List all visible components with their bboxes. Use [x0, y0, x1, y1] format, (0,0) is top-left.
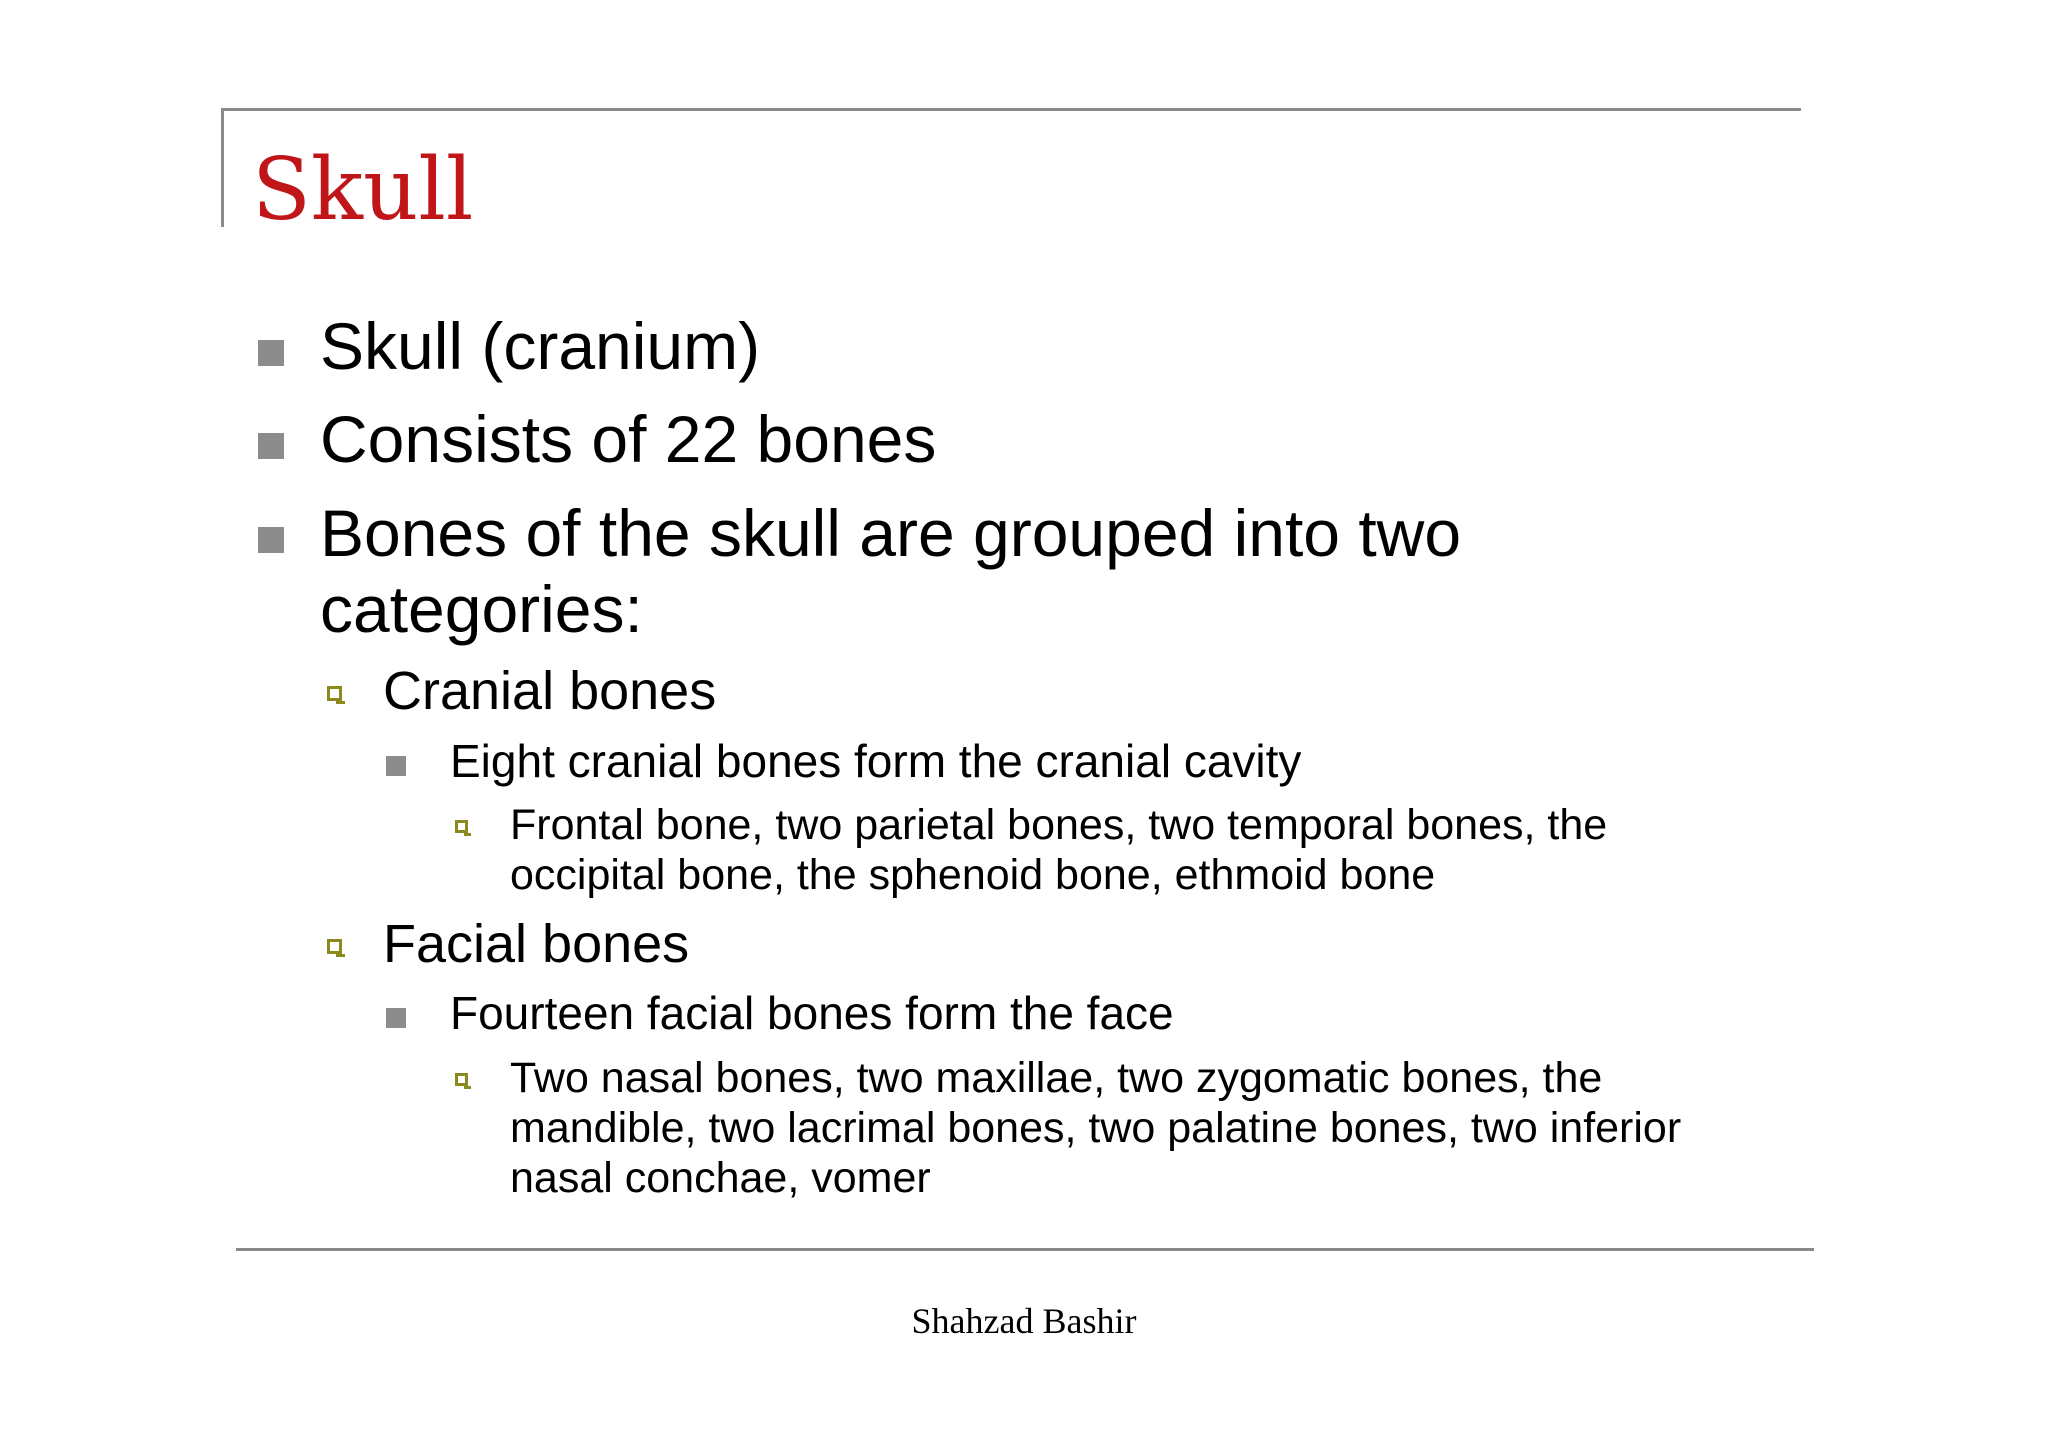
square-bullet-icon — [386, 1008, 406, 1028]
square-bullet-icon — [258, 340, 284, 366]
bottom-rule — [236, 1248, 1814, 1251]
top-rule — [221, 108, 1801, 111]
hollow-square-bullet-icon — [455, 1073, 468, 1086]
footer-author: Shahzad Bashir — [911, 1301, 1137, 1341]
category-detail: Frontal bone, two parietal bones, two temporal bones, the — [510, 801, 1608, 849]
slide-title: Skull — [252, 140, 474, 240]
square-bullet-icon — [258, 527, 284, 553]
category-summary: Eight cranial bones form the cranial cavity — [450, 735, 1302, 787]
square-bullet-icon — [258, 433, 284, 459]
category-label: Cranial bones — [383, 661, 717, 721]
list-item-text: Skull (cranium) — [320, 309, 761, 383]
category-summary: Fourteen facial bones form the face — [450, 987, 1174, 1039]
list-item-text: Consists of 22 bones — [320, 402, 937, 476]
hollow-square-bullet-icon — [327, 939, 342, 954]
square-bullet-icon — [386, 756, 406, 776]
category-detail: mandible, two lacrimal bones, two palatine bones, two inferior — [510, 1104, 1682, 1152]
category-label: Facial bones — [383, 914, 690, 974]
hollow-square-bullet-icon — [327, 686, 342, 701]
hollow-square-bullet-icon — [455, 820, 468, 833]
list-item-text: Bones of the skull are grouped into two — [320, 496, 1462, 570]
list-item-text: categories: — [320, 572, 643, 646]
left-rule — [221, 108, 224, 227]
category-detail: occipital bone, the sphenoid bone, ethmoid bone — [510, 851, 1436, 899]
category-detail: Two nasal bones, two maxillae, two zygomatic bones, the — [510, 1054, 1603, 1102]
category-detail: nasal conchae, vomer — [510, 1154, 931, 1202]
